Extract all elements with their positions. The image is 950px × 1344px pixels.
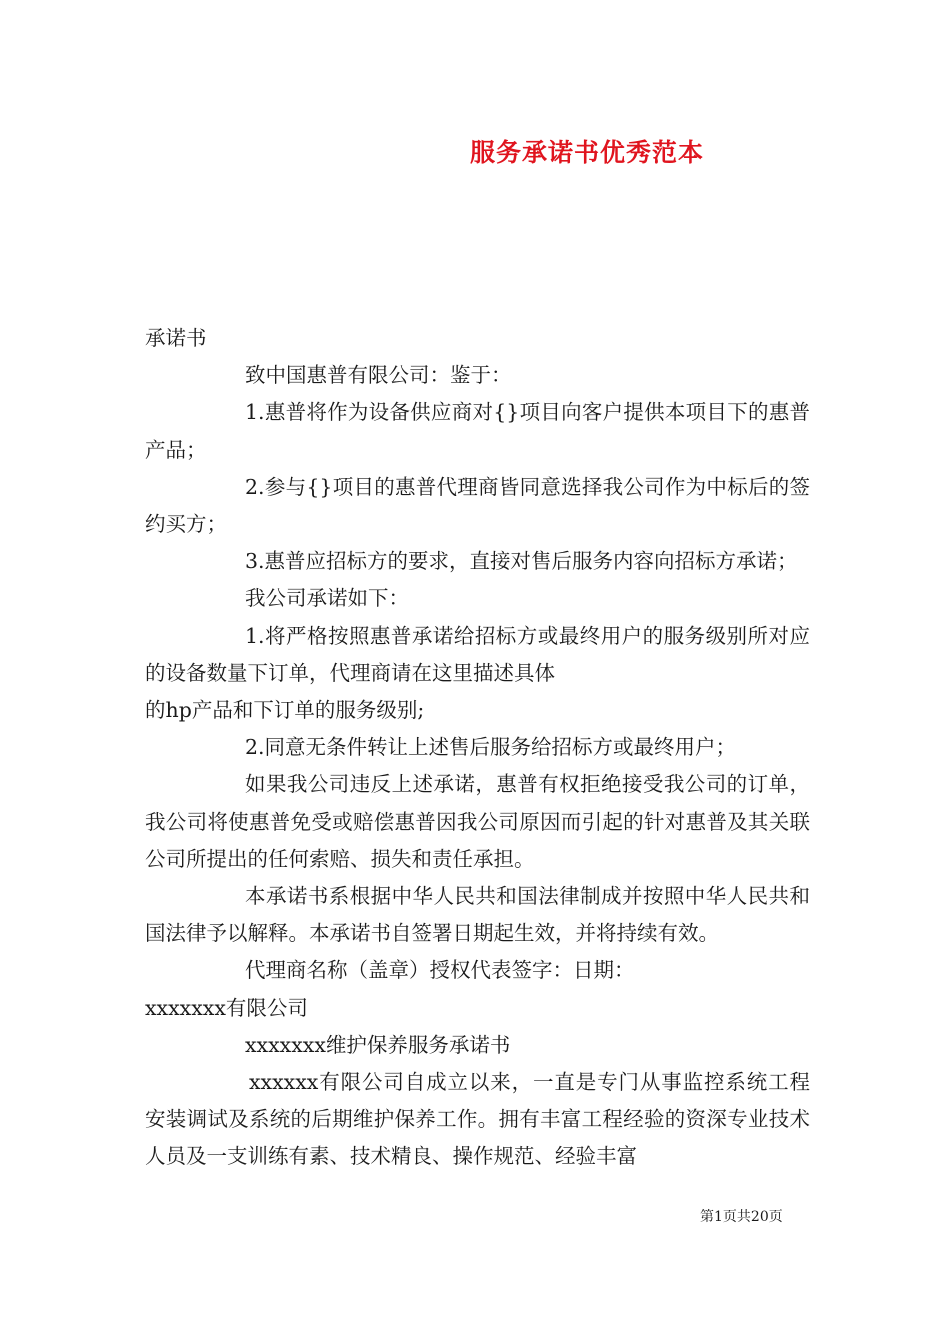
paragraph-addressee: 致中国惠普有限公司：鉴于： [245,363,512,388]
document-body [145,320,810,1176]
company-intro-text: xxxxxx有限公司自成立以来，一直是专门从事监控系统工程安装调试及系统的后期维护保养工作。拥有丰富工程经验的资深专业技术人员及一支训练有素、技术精良、操作规范、经验丰富 [145,1070,810,1169]
paragraph-breach: 如果我公司违反上述承诺，惠普有权拒绝接受我公司的订单，我公司将使惠普免受或赔偿惠普因我公司原因而引起的针对惠普及其关联公司所提出的任何索赔、损失和责任承担。 [145,772,810,871]
paragraph-commitment-1-cont: 的hp产品和下订单的服务级别; [145,698,425,723]
paragraph-commitment-1: 1.将严格按照惠普承诺给招标方或最终用户的服务级别所对应的设备数量下订单，代理商请在这里描述具体 [145,623,810,685]
page-number: 第1页共20页 [700,1209,783,1225]
paragraph-whereas-1: 1.惠普将作为设备供应商对{}项目向客户提供本项目下的惠普产品； [145,400,810,462]
paragraph-governing-law: 本承诺书系根据中华人民共和国法律制成并按照中华人民共和国法律予以解释。本承诺书自签署日期起生效，并将持续有效。 [145,884,810,946]
document-title: 服务承诺书优秀范本 [470,138,705,167]
paragraph-subtitle: xxxxxxx维护保养服务承诺书 [245,1032,511,1057]
paragraph-whereas-3: 3.惠普应招标方的要求，直接对售后服务内容向招标方承诺； [245,549,798,574]
paragraph-company-name: xxxxxxx有限公司 [145,995,308,1020]
paragraph-commitments-intro: 我公司承诺如下： [245,586,409,611]
paragraph-heading: 承诺书 [145,326,207,350]
paragraph-company-intro [145,1064,810,1176]
paragraph-commitment-2: 2.同意无条件转让上述售后服务给招标方或最终用户； [245,735,737,760]
paragraph-signature-line: 代理商名称（盖章）授权代表签字：日期： [245,958,635,983]
paragraph-whereas-2: 2.参与{}项目的惠普代理商皆同意选择我公司作为中标后的签约买方； [145,474,810,537]
